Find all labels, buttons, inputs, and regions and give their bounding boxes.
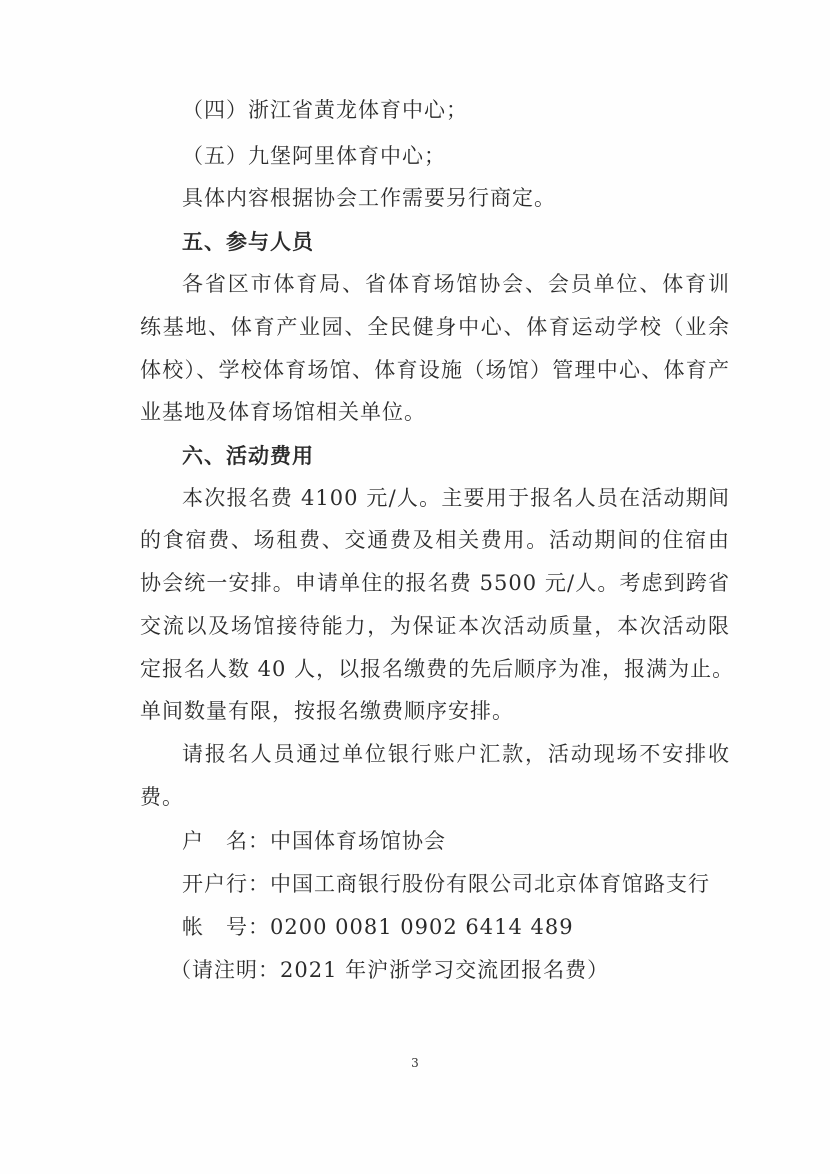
paragraph-line: 本次报名费 4100 元/人。主要用于报名人员在活动期间 (182, 486, 730, 510)
paragraph-line: 体校）、学校体育场馆、体育设施（场馆）管理中心、体育产 (140, 358, 730, 382)
account-bank: 开户行：中国工商银行股份有限公司北京体育馆路支行 (182, 872, 710, 896)
paragraph-line: 各省区市体育局、省体育场馆协会、会员单位、体育训 (182, 272, 730, 296)
section-heading-fees: 六、活动费用 (182, 443, 314, 468)
paragraph-line: 单间数量有限，按报名缴费顺序安排。 (140, 699, 514, 723)
account-number: 帐 号：0200 0081 0902 6414 489 (182, 915, 574, 939)
paragraph-line: 协会统一安排。申请单住的报名费 5500 元/人。考虑到跨省 (140, 571, 730, 595)
paragraph-line: 业基地及体育场馆相关单位。 (140, 400, 426, 424)
section-heading-participants: 五、参与人员 (182, 229, 314, 254)
paragraph-line: 费。 (140, 785, 184, 809)
account-name: 户 名：中国体育场馆协会 (182, 829, 446, 853)
list-item-five: （五）九堡阿里体育中心； (182, 144, 446, 168)
paragraph-line: 定报名人数 40 人，以报名缴费的先后顺序为准，报满为止。 (140, 657, 735, 681)
paragraph-line: 请报名人员通过单位银行账户汇款，活动现场不安排收 (182, 742, 730, 766)
paragraph-line: 的食宿费、场租费、交通费及相关费用。活动期间的住宿由 (140, 528, 730, 552)
list-item-four: （四）浙江省黄龙体育中心； (182, 98, 468, 122)
payment-note: （请注明：2021 年沪浙学习交流团报名费） (170, 958, 610, 982)
page-number: 3 (411, 1056, 419, 1070)
paragraph-line: 具体内容根据协会工作需要另行商定。 (182, 186, 556, 210)
paragraph-line: 练基地、体育产业园、全民健身中心、体育运动学校（业余 (140, 315, 730, 339)
paragraph-line: 交流以及场馆接待能力，为保证本次活动质量，本次活动限 (140, 614, 730, 638)
